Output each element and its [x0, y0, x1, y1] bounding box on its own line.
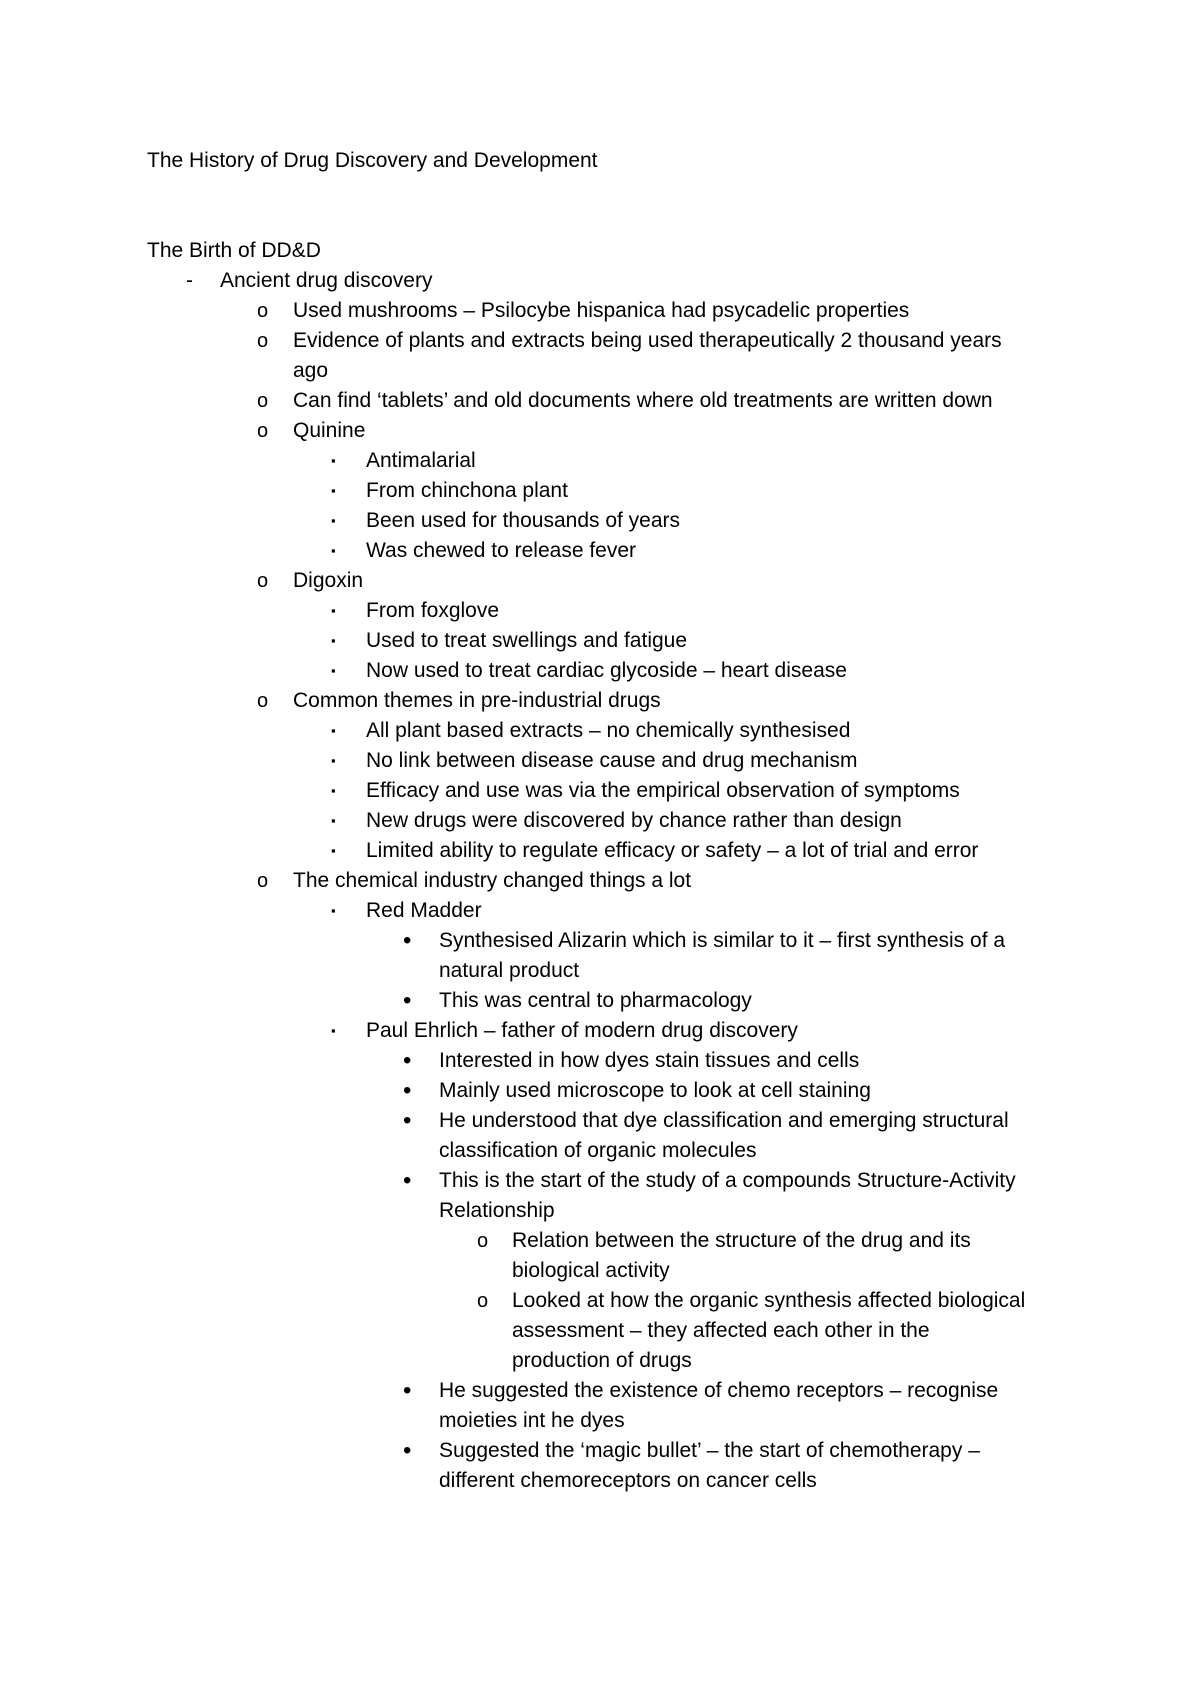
list-item-l4-cont: classification of organic molecules — [439, 1139, 757, 1162]
square-bullet: ▪ — [331, 663, 336, 678]
dot-bullet: • — [403, 1077, 412, 1104]
list-item-l2: Can find ‘tablets’ and old documents where old treatments are written down — [293, 389, 993, 412]
list-item-l3: Red Madder — [366, 899, 482, 922]
list-item-l4: This was central to pharmacology — [439, 989, 752, 1012]
dot-bullet: • — [403, 1377, 412, 1404]
list-item-l3: Paul Ehrlich – father of modern drug discovery — [366, 1019, 798, 1042]
square-bullet: ▪ — [331, 813, 336, 828]
list-item-l3: All plant based extracts – no chemically synthesised — [366, 719, 851, 742]
square-bullet: ▪ — [331, 633, 336, 648]
list-item-l4: This is the start of the study of a compounds Structure-Activity — [439, 1169, 1016, 1192]
list-item-l3: No link between disease cause and drug mechanism — [366, 749, 858, 772]
circle-bullet: o — [257, 570, 269, 592]
circle-bullet: o — [257, 300, 269, 322]
list-item-l4: Interested in how dyes stain tissues and cells — [439, 1049, 860, 1072]
dot-bullet: • — [403, 1047, 412, 1074]
square-bullet: ▪ — [331, 453, 336, 468]
dot-bullet: • — [403, 1107, 412, 1134]
list-item-l5-cont: biological activity — [512, 1259, 670, 1282]
square-bullet: ▪ — [331, 603, 336, 618]
square-bullet: ▪ — [331, 483, 336, 498]
list-item-l3: Was chewed to release fever — [366, 539, 637, 562]
list-item-l4-cont: moieties int he dyes — [439, 1409, 625, 1432]
list-item-l4: He suggested the existence of chemo receptors – recognise — [439, 1379, 999, 1402]
circle-bullet: o — [257, 690, 269, 712]
list-item-l4: Synthesised Alizarin which is similar to it – first synthesis of a — [439, 929, 1006, 952]
circle-bullet: o — [257, 390, 269, 412]
list-item-l4-cont: natural product — [439, 959, 580, 982]
list-item-l4: He understood that dye classification and emerging structural — [439, 1109, 1009, 1132]
square-bullet: ▪ — [331, 753, 336, 768]
section-heading: The Birth of DD&D — [147, 239, 321, 262]
circle-bullet: o — [477, 1230, 489, 1252]
dot-bullet: • — [403, 1167, 412, 1194]
list-item-l4-cont: Relationship — [439, 1199, 555, 1222]
list-item-l3: Been used for thousands of years — [366, 509, 681, 532]
list-item-l4: Suggested the ‘magic bullet’ – the start of chemotherapy – — [439, 1439, 980, 1462]
square-bullet: ▪ — [331, 1023, 336, 1038]
list-item-l3: From chinchona plant — [366, 479, 568, 502]
list-item-l5-cont: assessment – they affected each other in the — [512, 1319, 930, 1342]
list-item-l4: Mainly used microscope to look at cell staining — [439, 1079, 871, 1102]
list-item-l2-cont: ago — [293, 359, 329, 382]
list-item-l5: Relation between the structure of the drug and its — [512, 1229, 971, 1252]
square-bullet: ▪ — [331, 783, 336, 798]
list-item-l3: Efficacy and use was via the empirical observation of symptoms — [366, 779, 960, 802]
list-item-l2: Used mushrooms – Psilocybe hispanica had psycadelic properties — [293, 299, 910, 322]
dot-bullet: • — [403, 1437, 412, 1464]
circle-bullet: o — [257, 330, 269, 352]
circle-bullet: o — [257, 870, 269, 892]
list-item-l3: Limited ability to regulate efficacy or safety – a lot of trial and error — [366, 839, 979, 862]
list-item-l4-cont: different chemoreceptors on cancer cells — [439, 1469, 817, 1492]
square-bullet: ▪ — [331, 903, 336, 918]
dash-bullet: - — [186, 269, 193, 292]
dot-bullet: • — [403, 927, 412, 954]
square-bullet: ▪ — [331, 543, 336, 558]
list-item-l1: Ancient drug discovery — [220, 269, 433, 292]
list-item-l2: Quinine — [293, 419, 366, 442]
square-bullet: ▪ — [331, 513, 336, 528]
circle-bullet: o — [257, 420, 269, 442]
list-item-l3: From foxglove — [366, 599, 500, 622]
list-item-l5: Looked at how the organic synthesis affected biological — [512, 1289, 1026, 1312]
list-item-l3: Used to treat swellings and fatigue — [366, 629, 688, 652]
list-item-l3: New drugs were discovered by chance rather than design — [366, 809, 902, 832]
circle-bullet: o — [477, 1290, 489, 1312]
list-item-l2: Evidence of plants and extracts being used therapeutically 2 thousand years — [293, 329, 1002, 352]
square-bullet: ▪ — [331, 723, 336, 738]
dot-bullet: • — [403, 987, 412, 1014]
list-item-l3: Now used to treat cardiac glycoside – heart disease — [366, 659, 847, 682]
list-item-l2: Digoxin — [293, 569, 364, 592]
list-item-l2: Common themes in pre-industrial drugs — [293, 689, 661, 712]
list-item-l2: The chemical industry changed things a lot — [293, 869, 692, 892]
document-title: The History of Drug Discovery and Development — [147, 149, 598, 172]
list-item-l5-cont: production of drugs — [512, 1349, 692, 1372]
list-item-l3: Antimalarial — [366, 449, 476, 472]
square-bullet: ▪ — [331, 843, 336, 858]
